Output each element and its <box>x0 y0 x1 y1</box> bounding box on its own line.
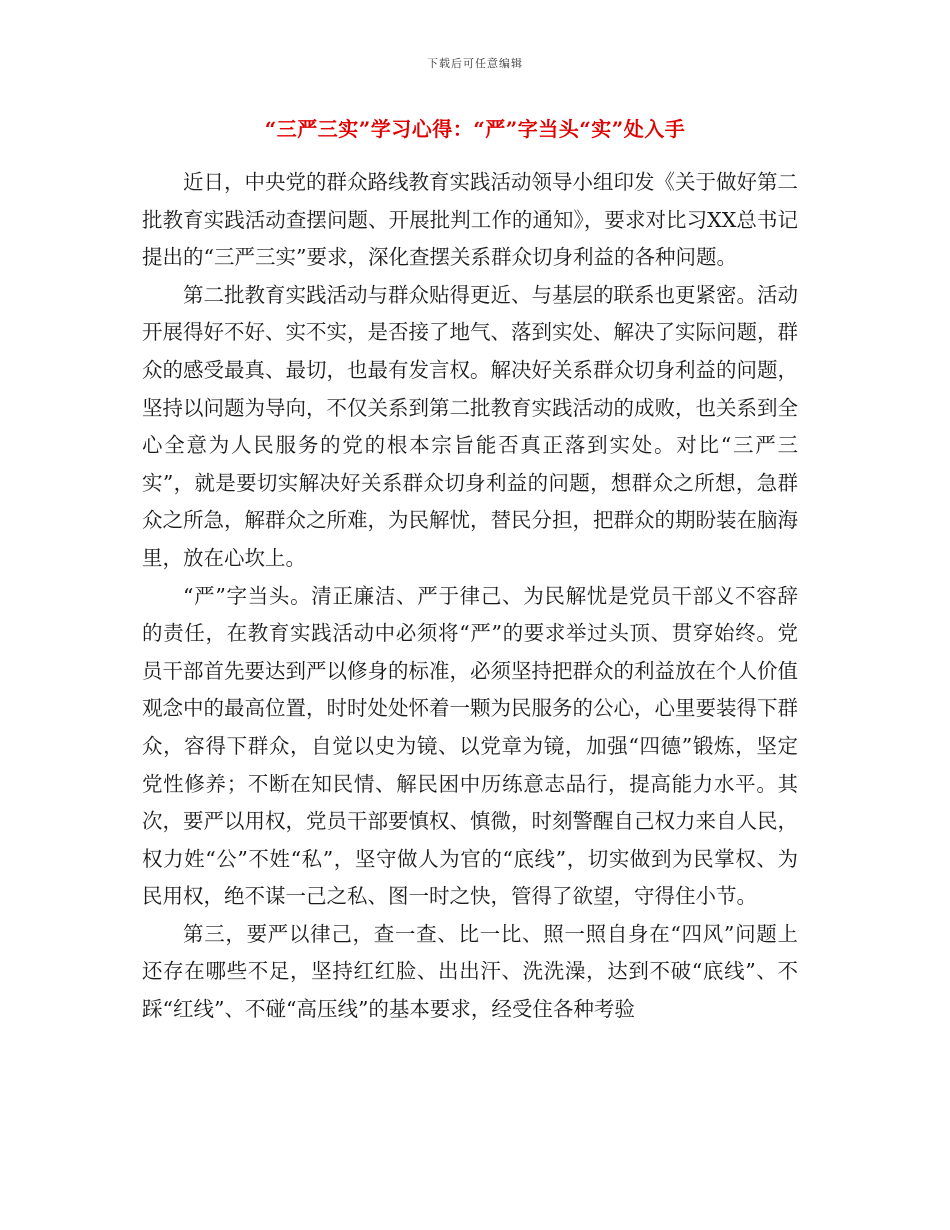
paragraph: 第三，要严以律己，查一查、比一比、照一照自身在“四风”问题上还存在哪些不足，坚持红红脸、出出汗、洗洗澡，达到不破“底线”、不踩“红线”、不碰“高压线”的基本要求，经受住各种考验 <box>142 921 798 1022</box>
paragraph: 近日，中央党的群众路线教育实践活动领导小组印发《关于做好第二批教育实践活动查摆问题、开展批判工作的通知》，要求对比习XX总书记提出的“三严三实”要求，深化查摆关系群众切身利益的各种问题。 <box>142 170 798 270</box>
document-title: “三严三实”学习心得：“严”字当头“实”处入手 <box>264 117 686 141</box>
paragraph: “严”字当头。清正廉洁、严于律己、为民解忧是党员干部义不容辞的责任，在教育实践活动中必须将“严”的要求举过头顶、贯穿始终。党员干部首先要达到严以修身的标准，必须坚持把群众的利益放在个人价值观念中的最高位置，时时处处怀着一颗为民服务的公心，心里要装得下群众，容得下群众，自觉以史为镜、以党章为镜，加强“四德”锻炼，坚定党性修养；不断在知民情、解民困中历练意志品行，提高能力水平。其次，要严以用权，党员干部要慎权、慎微，时刻警醒自己权力来自人民，权力姓“公”不姓“私”，坚守做人为官的“底线”，切实做到为民掌权、为民用权，绝不谋一己之私、图一时之快，管得了欲望，守得住小节。 <box>142 583 798 909</box>
header-note: 下载后可任意编辑 <box>427 57 523 70</box>
paragraph: 第二批教育实践活动与群众贴得更近、与基层的联系也更紧密。活动开展得好不好、实不实，是否接了地气、落到实处、解决了实际问题，群众的感受最真、最切，也最有发言权。解决好关系群众切身利益的问题，坚持以问题为导向，不仅关系到第二批教育实践活动的成败，也关系到全心全意为人民服务的党的根本宗旨能否真正落到实处。对比“三严三实”，就是要切实解决好关系群众切身利益的问题，想群众之所想，急群众之所急，解群众之所难，为民解忧，替民分担，把群众的期盼装在脑海里，放在心坎上。 <box>142 282 798 570</box>
document-body <box>142 164 798 1029</box>
